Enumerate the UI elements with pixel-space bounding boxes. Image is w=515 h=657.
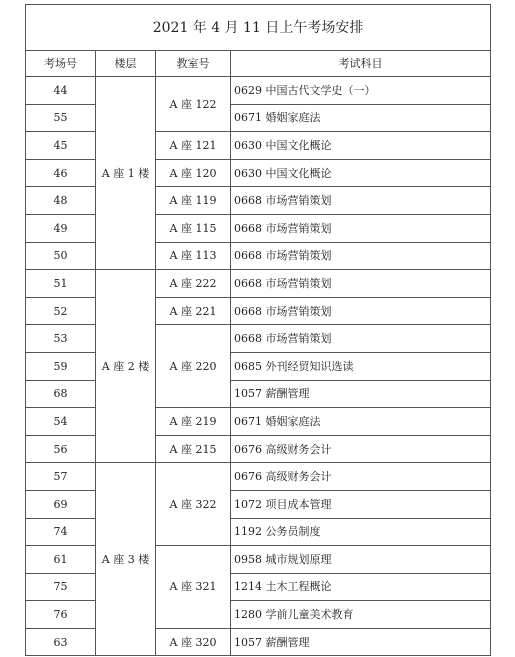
room-number-cell: 76	[26, 601, 96, 629]
classroom-cell: A 座 121	[156, 132, 231, 160]
classroom-cell: A 座 120	[156, 159, 231, 187]
room-number-cell: 46	[26, 159, 96, 187]
subject-cell: 0676 高级财务会计	[231, 435, 491, 463]
subject-cell: 1057 薪酬管理	[231, 380, 491, 408]
room-number-cell: 61	[26, 546, 96, 574]
room-number-cell: 53	[26, 325, 96, 353]
table-row	[26, 242, 491, 270]
table-row	[26, 408, 491, 436]
subject-cell: 0668 市场营销策划	[231, 325, 491, 353]
table-row	[26, 601, 491, 629]
subject-cell: 0668 市场营销策划	[231, 242, 491, 270]
header-subject: 考试科目	[231, 51, 491, 77]
classroom-cell: A 座 322	[156, 463, 231, 546]
table-row	[26, 214, 491, 242]
table-row	[26, 270, 491, 298]
room-number-cell: 52	[26, 297, 96, 325]
subject-cell: 0668 市场营销策划	[231, 270, 491, 298]
room-number-cell: 50	[26, 242, 96, 270]
room-number-cell: 49	[26, 214, 96, 242]
room-number-cell: 48	[26, 187, 96, 215]
table-row	[26, 187, 491, 215]
classroom-cell: A 座 122	[156, 77, 231, 132]
subject-cell: 0668 市场营销策划	[231, 187, 491, 215]
room-number-cell: 75	[26, 573, 96, 601]
subject-cell: 0629 中国古代文学史（一）	[231, 77, 491, 105]
classroom-cell: A 座 321	[156, 546, 231, 629]
subject-cell: 0671 婚姻家庭法	[231, 408, 491, 436]
subject-cell: 0671 婚姻家庭法	[231, 104, 491, 132]
subject-cell: 0630 中国文化概论	[231, 159, 491, 187]
subject-cell: 1192 公务员制度	[231, 518, 491, 546]
table-row	[26, 546, 491, 574]
header-classroom: 教室号	[156, 51, 231, 77]
table-row	[26, 628, 491, 656]
table-row	[26, 435, 491, 463]
table-row	[26, 297, 491, 325]
subject-cell: 1072 项目成本管理	[231, 490, 491, 518]
table-row	[26, 325, 491, 353]
classroom-cell: A 座 222	[156, 270, 231, 298]
table-row	[26, 463, 491, 491]
classroom-cell: A 座 119	[156, 187, 231, 215]
header-floor: 楼层	[96, 51, 156, 77]
table-row	[26, 518, 491, 546]
subject-cell: 0630 中国文化概论	[231, 132, 491, 160]
title-row	[26, 5, 491, 51]
table-row	[26, 573, 491, 601]
subject-cell: 1057 薪酬管理	[231, 628, 491, 656]
subject-cell: 0668 市场营销策划	[231, 297, 491, 325]
room-number-cell: 51	[26, 270, 96, 298]
room-number-cell: 68	[26, 380, 96, 408]
floor-cell: A 座 1 楼	[96, 77, 156, 270]
subject-cell: 0676 高级财务会计	[231, 463, 491, 491]
floor-cell: A 座 3 楼	[96, 463, 156, 656]
subject-cell: 0668 市场营销策划	[231, 214, 491, 242]
table-body	[26, 5, 491, 656]
classroom-cell: A 座 215	[156, 435, 231, 463]
table-row	[26, 132, 491, 160]
room-number-cell: 74	[26, 518, 96, 546]
exam-schedule-table	[25, 4, 491, 656]
room-number-cell: 54	[26, 408, 96, 436]
table-row	[26, 490, 491, 518]
header-row	[26, 51, 491, 77]
room-number-cell: 63	[26, 628, 96, 656]
floor-cell: A 座 2 楼	[96, 270, 156, 463]
header-room-no: 考场号	[26, 51, 96, 77]
classroom-cell: A 座 221	[156, 297, 231, 325]
subject-cell: 1214 土木工程概论	[231, 573, 491, 601]
table-row	[26, 159, 491, 187]
room-number-cell: 44	[26, 77, 96, 105]
subject-cell: 0685 外刊经贸知识选读	[231, 352, 491, 380]
room-number-cell: 55	[26, 104, 96, 132]
classroom-cell: A 座 113	[156, 242, 231, 270]
room-number-cell: 57	[26, 463, 96, 491]
classroom-cell: A 座 220	[156, 325, 231, 408]
table-title: 2021 年 4 月 11 日上午考场安排	[26, 5, 491, 51]
table-row	[26, 380, 491, 408]
classroom-cell: A 座 219	[156, 408, 231, 436]
table-row	[26, 352, 491, 380]
subject-cell: 0958 城市规划原理	[231, 546, 491, 574]
table-row	[26, 77, 491, 105]
classroom-cell: A 座 115	[156, 214, 231, 242]
classroom-cell: A 座 320	[156, 628, 231, 656]
room-number-cell: 59	[26, 352, 96, 380]
room-number-cell: 69	[26, 490, 96, 518]
table-row	[26, 104, 491, 132]
room-number-cell: 56	[26, 435, 96, 463]
subject-cell: 1280 学前儿童美术教育	[231, 601, 491, 629]
room-number-cell: 45	[26, 132, 96, 160]
